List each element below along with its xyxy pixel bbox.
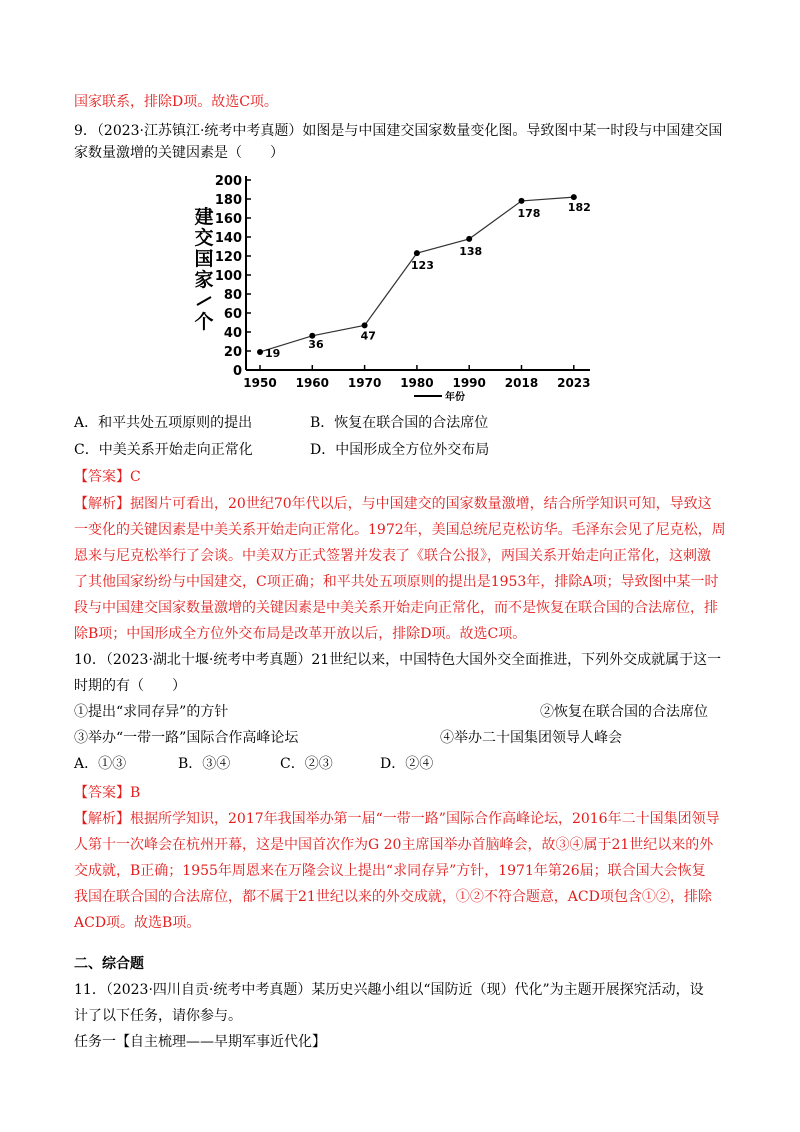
explanation-line: 交成就，B正确；1955年周恩来在万隆会议上提出“求同存异”方针，1971年第26届；联合国大会恢复 — [74, 863, 706, 879]
option-d: D．②④ — [380, 756, 434, 772]
data-point — [571, 194, 577, 200]
explanation-line: 人第十一次峰会在杭州开幕，这是中国首次作为G 20主席国举办首脑峰会，故③④属于21世纪以来的外 — [74, 837, 714, 853]
data-label: 123 — [410, 259, 434, 273]
explanation-line: 恩来与尼克松举行了会谈。中美双方正式签署并发表了《联合公报》，两国关系开始走向正常化，这刺激 — [74, 548, 711, 564]
option-c: C．中美关系开始走向正常化 — [74, 442, 253, 458]
explanation-line: ACD项。故选B项。 — [74, 915, 201, 931]
y-tick-label: 80 — [223, 288, 242, 303]
data-point — [362, 322, 368, 328]
y-tick-label: 20 — [223, 345, 242, 360]
data-label: 19 — [265, 346, 281, 360]
q10-item-4: ④举办二十国集团领导人峰会 — [440, 730, 622, 746]
q10-item-1: ①提出“求同存异”的方针 — [74, 704, 229, 720]
y-tick-label: 200 — [214, 174, 242, 189]
x-tick-label: 1950 — [243, 376, 277, 390]
option-a: A．和平共处五项原则的提出 — [74, 415, 253, 431]
y-label-char: 建 — [194, 206, 214, 228]
x-tick-label: 1960 — [295, 376, 330, 390]
data-point — [257, 349, 263, 355]
y-tick-label: 120 — [214, 250, 242, 265]
data-point — [466, 236, 472, 242]
q10-item-3: ③举办“一带一路”国际合作高峰论坛 — [74, 730, 299, 746]
option-b: B．③④ — [178, 756, 231, 772]
option-d: D．中国形成全方位外交布局 — [310, 442, 490, 458]
explanation-line: 段与中国建交国家数量激增的关键因素是中美关系开始走向正常化，而不是恢复在联合国的合法席位，排 — [74, 600, 718, 616]
y-tick-label: 180 — [214, 193, 242, 208]
chart-y-axis-label — [194, 205, 213, 333]
y-tick-label: 100 — [214, 269, 242, 284]
explanation-line: 我国在联合国的合法席位，都不属于21世纪以来的外交成就，①②不符合题意，ACD项包含①②，排除 — [74, 889, 712, 905]
y-tick-label: 140 — [214, 231, 242, 246]
data-label: 138 — [459, 244, 483, 258]
question-10-stem: 时期的有（ ） — [74, 678, 186, 694]
x-axis-title: 年份 — [445, 392, 465, 403]
y-label-slash — [197, 297, 211, 305]
question-11-stem: 11．（2023·四川自贡·统考中考真题）某历史兴趣小组以“国防近（现）代化”为主题开展探究活动，设 — [74, 982, 704, 998]
data-label: 36 — [308, 337, 324, 351]
x-tick-label: 2018 — [504, 376, 539, 390]
question-9-stem: 9．（2023·江苏镇江·统考中考真题）如图是与中国建交国家数量变化图。导致图中某一时段与中国建交国 — [74, 123, 723, 139]
answer: 【答案】C — [74, 469, 141, 485]
data-label: 178 — [517, 206, 541, 220]
option-c: C．②③ — [280, 756, 333, 772]
x-tick-label: 2023 — [557, 376, 591, 390]
y-tick-label: 40 — [223, 326, 242, 341]
data-point — [414, 250, 420, 256]
y-tick-label: 160 — [214, 212, 242, 227]
x-tick-label: 1980 — [400, 376, 434, 390]
explanation-line: 一变化的关键因素是中美关系开始走向正常化。1972年，美国总统尼克松访华。毛泽东会见了尼克松，周 — [74, 522, 726, 538]
question-11-stem: 计了以下任务，请你参与。 — [74, 1008, 242, 1024]
data-label: 182 — [567, 201, 591, 215]
explanation-line: 除B项；中国形成全方位外交布局是改革开放以后，排除D项。故选C项。 — [74, 626, 527, 642]
task-title: 任务一【自主梳理——早期军事近代化】 — [74, 1034, 326, 1050]
y-label-char: 国 — [194, 248, 214, 270]
y-label-char: 家 — [194, 269, 214, 291]
question-9-stem: 家数量激增的关键因素是（ ） — [74, 145, 284, 161]
x-tick-label: 1990 — [452, 376, 486, 390]
answer: 【答案】B — [74, 785, 141, 801]
data-label: 47 — [360, 329, 376, 343]
question-10-stem: 10．（2023·湖北十堰·统考中考真题）21世纪以来，中国特色大国外交全面推进，下列外交成就属于这一 — [74, 652, 722, 668]
y-tick-label: 60 — [223, 307, 242, 322]
series-line — [260, 197, 574, 352]
explanation-line: 【解析】根据所学知识，2017年我国举办第一届“一带一路”国际合作高峰论坛，2016年二十国集团领导 — [74, 811, 720, 827]
explanation-line: 【解析】据图片可看出，20世纪70年代以后，与中国建交的国家数量激增，结合所学知识可知，导致这 — [74, 496, 712, 512]
y-label-char: 个 — [194, 311, 214, 333]
option-b: B．恢复在联合国的合法席位 — [310, 415, 489, 431]
x-tick-label: 1970 — [347, 376, 382, 390]
section-heading: 二、综合题 — [74, 956, 144, 972]
y-tick-label: 0 — [232, 364, 242, 379]
diplomatic-relations-chart — [190, 168, 610, 403]
option-a: A．①③ — [74, 756, 127, 772]
q10-item-2: ②恢复在联合国的合法席位 — [540, 704, 708, 720]
explanation-line: 了其他国家纷纷与中国建交，C项正确；和平共处五项原则的提出是1953年，排除A项；导致图中某一时 — [74, 574, 719, 590]
data-point — [519, 198, 525, 204]
text-line: 国家联系，排除D项。故选C项。 — [74, 94, 278, 110]
y-label-char: 交 — [194, 227, 214, 249]
